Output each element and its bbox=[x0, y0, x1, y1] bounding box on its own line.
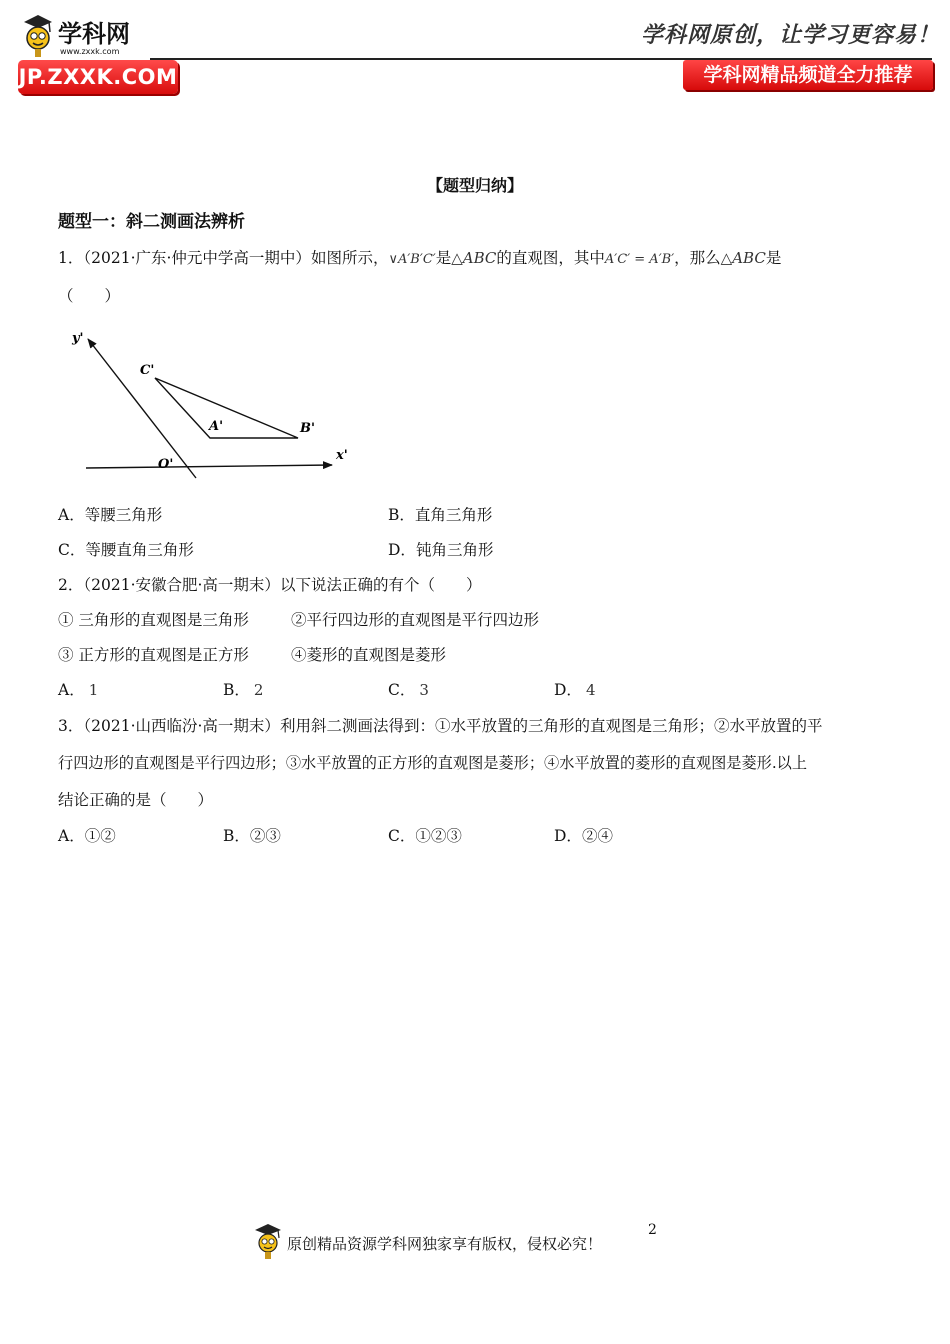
label-o-prime: O' bbox=[158, 457, 174, 472]
mascot-icon bbox=[253, 1222, 285, 1260]
logo-sub: www.zxxk.com bbox=[60, 47, 120, 56]
q1-number: 1． bbox=[58, 249, 84, 267]
q2-statement-3: ③ 正方形的直观图是正方形 bbox=[58, 646, 249, 664]
option-text: 4 bbox=[585, 681, 596, 699]
q1-math-triangle-prime: ∨A′B′C′ bbox=[388, 252, 436, 267]
label-y-prime: y' bbox=[72, 331, 84, 346]
logo-name: 学科网 bbox=[58, 20, 130, 48]
q1-math-triangle: △ABC bbox=[451, 249, 497, 267]
option-text: 2 bbox=[253, 681, 264, 699]
option-text: ①②③ bbox=[415, 827, 462, 845]
oblique-projection-figure bbox=[60, 322, 360, 482]
q2-option-b[interactable] bbox=[223, 680, 263, 700]
option-key: B． bbox=[388, 506, 415, 524]
q1-text-e: 是 bbox=[765, 249, 782, 267]
question-3-line-2: 行四边形的直观图是平行四边形；③水平放置的正方形的直观图是菱形；④水平放置的菱形的直观图是菱形.以上 bbox=[58, 754, 808, 772]
section-title: 【题型归纳】 bbox=[426, 176, 523, 195]
q3-option-b[interactable] bbox=[223, 826, 281, 846]
q2-option-a[interactable] bbox=[58, 680, 98, 700]
q1-math-equation: A′C′ = A′B′ bbox=[604, 252, 675, 267]
q3-line1: 利用斜二测画法得到：①水平放置的三角形的直观图是三角形；②水平放置的平 bbox=[279, 717, 823, 735]
question-1-line bbox=[58, 248, 781, 270]
q3-option-c[interactable] bbox=[388, 826, 462, 846]
option-key: B． bbox=[223, 681, 250, 699]
q2-option-c[interactable] bbox=[388, 680, 429, 700]
q1-text-c: 的直观图，其中 bbox=[496, 249, 605, 267]
q1-text-d: ，那么 bbox=[674, 249, 721, 267]
q2-option-d[interactable] bbox=[554, 680, 595, 700]
option-text: ②③ bbox=[249, 827, 281, 845]
q1-option-b[interactable] bbox=[388, 505, 492, 525]
option-text: 等腰直角三角形 bbox=[85, 541, 194, 559]
question-2-line bbox=[58, 575, 481, 595]
option-key: B． bbox=[223, 827, 250, 845]
q1-source: （2021·广东·仲元中学高一期中） bbox=[83, 249, 311, 267]
option-text: 1 bbox=[88, 681, 99, 699]
q3-option-d[interactable] bbox=[554, 826, 613, 846]
option-text: ①② bbox=[84, 827, 116, 845]
q2-number: 2． bbox=[58, 576, 84, 594]
option-text: 直角三角形 bbox=[414, 506, 493, 524]
header-slogan: 学科网原创，让学习更容易！ bbox=[640, 22, 940, 48]
zxxk-logo bbox=[22, 12, 152, 60]
y-axis bbox=[88, 339, 196, 478]
q1-text-a: 如图所示， bbox=[310, 249, 389, 267]
q1-text-b: 是 bbox=[435, 249, 452, 267]
option-text: 钝角三角形 bbox=[415, 541, 494, 559]
promo-badge[interactable]: 学科网精品频道全力推荐 bbox=[683, 60, 933, 90]
q2-statement-4: ④菱形的直观图是菱形 bbox=[291, 646, 447, 664]
logo-url-badge[interactable]: JP.ZXXK.COM bbox=[18, 60, 178, 94]
triangle-a-b-c bbox=[155, 378, 298, 438]
option-key: D． bbox=[554, 827, 582, 845]
option-key: A． bbox=[58, 506, 85, 524]
label-x-prime: x' bbox=[336, 448, 348, 463]
question-3-line-1 bbox=[58, 716, 822, 736]
option-key: D． bbox=[554, 681, 582, 699]
option-key: C． bbox=[388, 681, 416, 699]
label-b-prime: B' bbox=[300, 421, 315, 436]
option-key: A． bbox=[58, 681, 85, 699]
q2-source: （2021·安徽合肥·高一期末） bbox=[83, 576, 280, 594]
option-key: C． bbox=[388, 827, 416, 845]
question-3-line-3: 结论正确的是（ ） bbox=[58, 791, 214, 809]
option-key: C． bbox=[58, 541, 86, 559]
q2-statement-1: ① 三角形的直观图是三角形 bbox=[58, 611, 249, 629]
q1-option-d[interactable] bbox=[388, 540, 493, 560]
page-number: 2 bbox=[648, 1222, 657, 1238]
q2-statement-2: ②平行四边形的直观图是平行四边形 bbox=[291, 611, 540, 629]
q3-source: （2021·山西临汾·高一期末） bbox=[83, 717, 280, 735]
footer-copyright: 原创精品资源学科网独家享有版权，侵权必究！ bbox=[287, 1235, 603, 1253]
q1-option-c[interactable] bbox=[58, 540, 194, 560]
q3-number: 3． bbox=[58, 717, 84, 735]
q2-text: 以下说法正确的有个（ ） bbox=[279, 576, 482, 594]
q1-answer-blank: （ ） bbox=[58, 287, 121, 305]
q1-option-a[interactable] bbox=[58, 505, 162, 525]
q1-math-triangle-2: △ABC bbox=[720, 249, 766, 267]
option-text: ②④ bbox=[581, 827, 613, 845]
option-key: D． bbox=[388, 541, 416, 559]
label-a-prime: A' bbox=[209, 419, 224, 434]
x-axis bbox=[86, 465, 332, 468]
option-key: A． bbox=[58, 827, 85, 845]
option-text: 3 bbox=[419, 681, 429, 699]
question-type-heading: 题型一：斜二测画法辨析 bbox=[58, 212, 245, 232]
q3-option-a[interactable] bbox=[58, 826, 116, 846]
option-text: 等腰三角形 bbox=[84, 506, 163, 524]
label-c-prime: C' bbox=[140, 363, 155, 378]
